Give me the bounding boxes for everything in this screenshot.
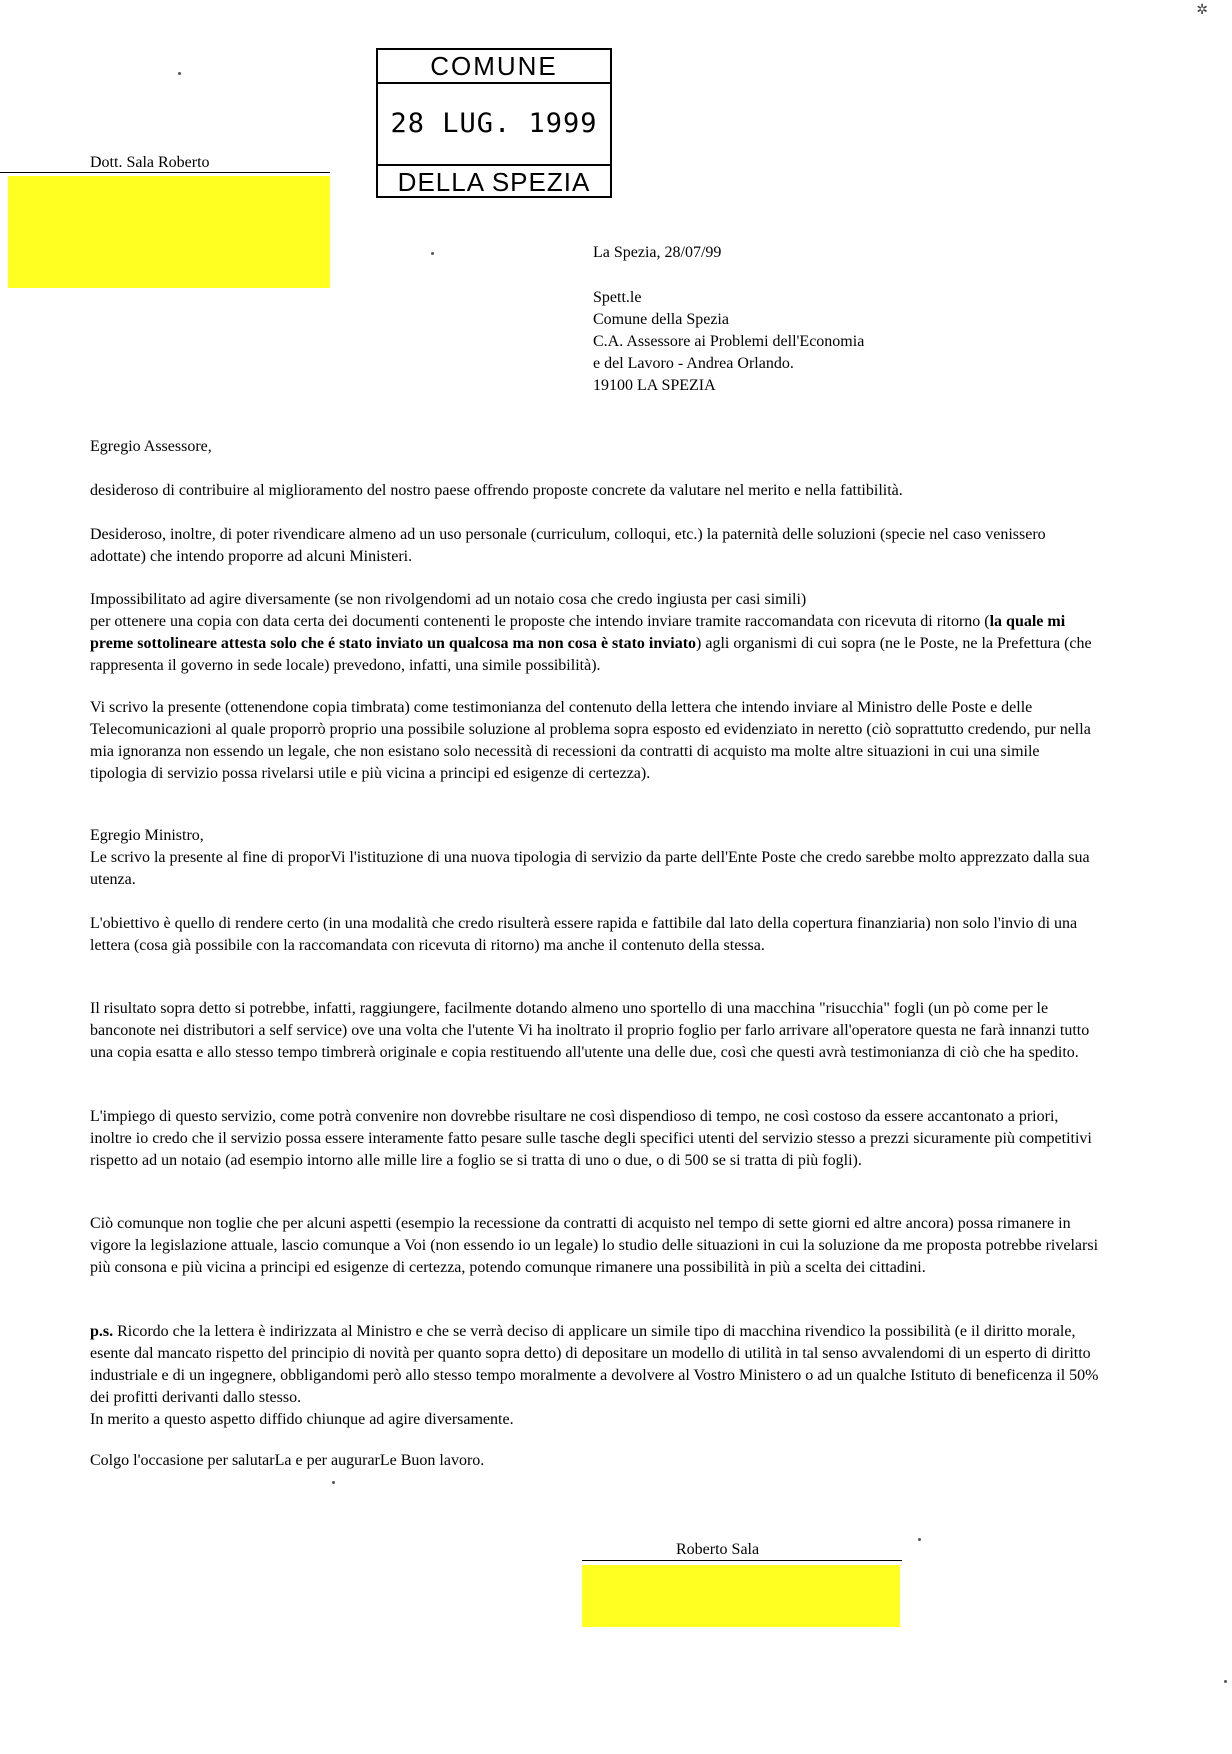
scan-speck	[1224, 1680, 1227, 1683]
paragraph-8	[90, 1106, 1100, 1172]
recipient-address	[593, 287, 864, 397]
postscript-text	[90, 1321, 1100, 1409]
recipient-line: C.A. Assessore ai Problemi dell'Economia	[593, 333, 865, 350]
paragraph-7	[90, 998, 1100, 1064]
postscript	[90, 1321, 1100, 1431]
salutation-minister: Egregio Ministro,	[90, 827, 204, 844]
signature-underline	[582, 1560, 902, 1561]
salutation: Egregio Assessore,	[90, 438, 212, 455]
signature-redaction	[582, 1565, 900, 1627]
postscript-label: p.s.	[90, 1323, 114, 1340]
recipient-line: 19100 LA SPEZIA	[593, 377, 716, 394]
paragraph-1	[90, 480, 1100, 502]
paragraph-text: Vi scrivo la presente (ottenendone copia timbrata) come testimonianza del contenuto della lettera che intendo inviare al Ministro delle Poste e delle Telecomunicazioni al quale proporrò proprio una possibile soluzione al problema sopra esposto ed evidenziato in neretto (ciò soprattutto credendo, pur nella mia ignoranza non essendo un legale, che non esistano solo necessità di recessioni da contratti di acquisto ma molte altre situazioni in cui una simile tipologia di servizio possa rivelarsi utile e più vicina a principi ed esigenze di certezza).	[90, 699, 1091, 782]
stamp-date-text: 28 LUG. 1999	[390, 108, 598, 139]
paragraph-line: Impossibilitato ad agire diversamente (se non rivolgendomi ad un notaio cosa che credo ingiusta per casi simili)	[90, 591, 807, 608]
stamp-bottom-text: DELLA SPEZIA	[378, 164, 610, 198]
scan-speck	[918, 1538, 921, 1541]
municipal-stamp	[376, 48, 612, 198]
stamp-top-text: COMUNE	[378, 50, 610, 84]
paragraph-text: L'impiego di questo servizio, come potrà convenire non dovrebbe risultare ne così dispendioso di tempo, ne così costoso da essere accantonato a priori, inoltre io credo che il servizio possa essere interamente fatto pesare sulle tasche degli specifici utenti del servizio stesso a prezzi sicuramente più competitivi rispetto ad un notaio (ad esempio intorno alle mille lire a foglio se si tratta di uno o due, o di 500 se si tratta di più fogli).	[90, 1108, 1092, 1169]
postscript-line: In merito a questo aspetto diffido chiunque ad agire diversamente.	[90, 1411, 514, 1428]
paragraph-text-part: per ottenere una copia con data certa dei documenti contenenti le proposte che intendo inviare tramite raccomandata con ricevuta di ritorno (	[90, 613, 990, 630]
paragraph-text: Desideroso, inoltre, di poter rivendicare almeno ad un uso personale (curriculum, colloqui, etc.) la paternità delle soluzioni (specie nel caso venissero adottate) che intendo proporre ad alcuni Ministeri.	[90, 526, 1046, 565]
paragraph-text: Le scrivo la presente al fine di proporVi l'istituzione di una nuova tipologia di servizio da parte dell'Ente Poste che credo sarebbe molto apprezzato dalla sua utenza.	[90, 849, 1090, 888]
paragraph-6	[90, 913, 1100, 957]
paragraph-text: Il risultato sopra detto si potrebbe, infatti, raggiungere, facilmente dotando almeno uno sportello di una macchina "risucchia" fogli (un pò come per le banconote nei distributori a self service) ove una volta che l'utente Vi ha inoltrato il proprio foglio per farlo arrivare all'operatore questa ne farà innanzi tutto una copia esatta e allo stesso tempo timbrerà originale e copia restituendo all'utente una delle due, così che questi avrà testimonianza di ciò che ha spedito.	[90, 1000, 1090, 1061]
recipient-line: Spett.le	[593, 289, 642, 306]
postscript-body: Ricordo che la lettera è indirizzata al Ministro e che se verrà deciso di applicare un simile tipo di macchina rivendico la possibilità (e il diritto morale, esente dal mancato rispetto del principio di novità per quanto sopra detto) di depositare un modello di utilità in tal senso avvalendomi di un esperto di diritto industriale e di un ingegnere, obbligandomi però allo stesso tempo moralmente a devolvere al Vostro Ministero o ad un qualche Istituto di beneficenza il 50% dei profitti derivanti dallo stesso.	[90, 1323, 1099, 1406]
scan-speck	[332, 1481, 335, 1484]
paragraph-3	[90, 589, 1100, 677]
place-date: La Spezia, 28/07/99	[593, 244, 722, 261]
sender-address-redaction	[8, 176, 330, 288]
recipient-line: e del Lavoro - Andrea Orlando.	[593, 355, 794, 372]
paragraph-text: L'obiettivo è quello di rendere certo (in una modalità che credo risulterà essere rapida e fattibile dal lato della copertura finanziaria) non solo l'invio di una lettera (cosa già possibile con la raccomandata con ricevuta di ritorno) ma anche il contenuto della stessa.	[90, 915, 1078, 954]
sender-underline	[0, 172, 330, 173]
scan-speck	[178, 72, 181, 75]
scan-speck	[431, 252, 434, 255]
closing: Colgo l'occasione per salutarLa e per augurarLe Buon lavoro.	[90, 1452, 485, 1469]
paragraph-text: desideroso di contribuire al miglioramento del nostro paese offrendo proposte concrete da valutare nel merito e nella fattibilità.	[90, 482, 903, 499]
paragraph-4	[90, 697, 1100, 785]
paragraph-text	[90, 611, 1100, 677]
paragraph-text-part: ) agli organismi di cui sopra (ne le Poste, ne la Prefettura (che rappresenta il governo in sede locale) prevedono, infatti, una simile possibilità).	[90, 635, 1092, 674]
paragraph-9	[90, 1213, 1100, 1279]
signature-name: Roberto Sala	[676, 1541, 760, 1558]
paragraph-text: Ciò comunque non toglie che per alcuni aspetti (esempio la recessione da contratti di acquisto nel tempo di sette giorni ed altre ancora) possa rimanere in vigore la legislazione attuale, lascio comunque a Voi (non essendo io un legale) lo studio delle situazioni in cui la soluzione da me proposta potrebbe rivelarsi più consona e più vicina a principi ed esigenze di certezza, potendo comunque rimanere una possibilità in più a scelta dei cittadini.	[90, 1215, 1099, 1276]
paragraph-2	[90, 524, 1100, 568]
scan-mark: ✲	[1196, 3, 1208, 18]
sender-name: Dott. Sala Roberto	[90, 154, 210, 171]
paragraph-5	[90, 847, 1100, 891]
bold-emphasis: la quale mi preme sottolineare attesta solo che é stato inviato un qualcosa ma non cosa è stato inviato	[90, 613, 1066, 652]
recipient-line: Comune della Spezia	[593, 311, 729, 328]
